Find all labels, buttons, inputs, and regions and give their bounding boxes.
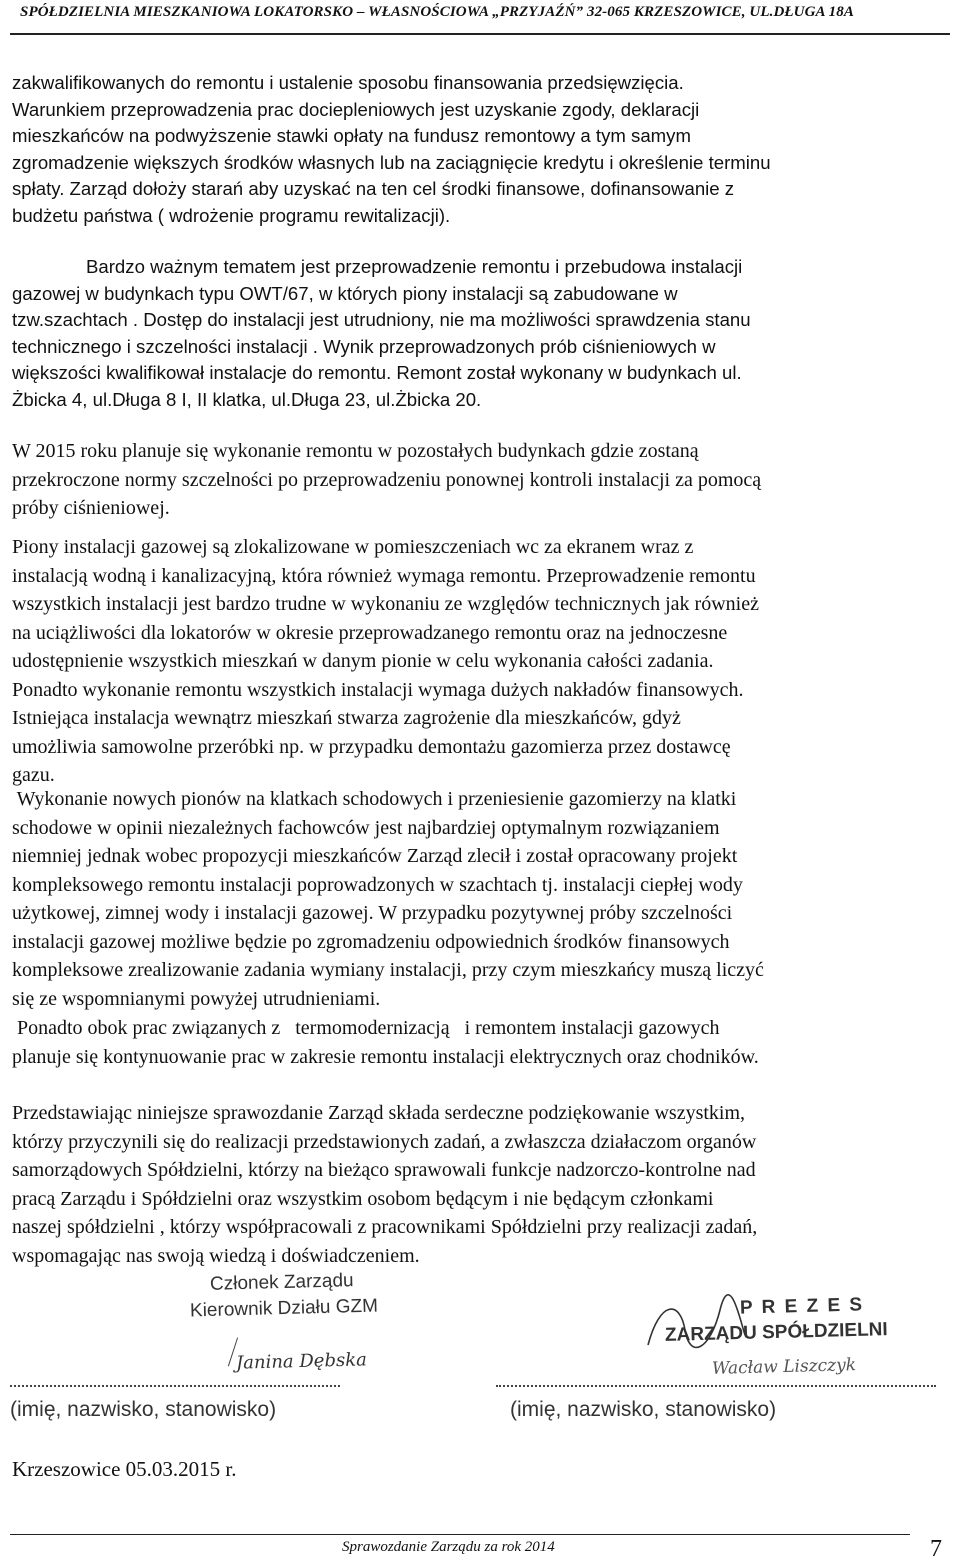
footer-title: Sprawozdanie Zarządu za rok 2014 [342, 1539, 555, 1555]
stamp-name: Janina Dębska [235, 1349, 368, 1374]
text-line: Ponadto obok prac związanych z termomodernizacją i remontem instalacji gazowych [12, 1017, 720, 1039]
text-line: Wykonanie nowych pionów na klatkach schodowych i przeniesienie gazomierzy na klatki [12, 788, 737, 810]
text-line: gazu. [12, 764, 55, 786]
text-line: Żbicka 4, ul.Długa 8 I, II klatka, ul.Długa 23, ul.Żbicka 20. [12, 388, 482, 410]
text-line: spłaty. Zarząd dołoży starań aby uzyskać na ten cel środki finansowe, dofinansowanie z [12, 178, 735, 199]
text-line: przekroczone normy szczelności po przeprowadzeniu ponownej kontroli instalacji za pomocą [12, 468, 762, 491]
page-number: 7 [930, 1536, 942, 1560]
paragraph-gas-installation [12, 254, 948, 413]
header-title: SPÓŁDZIELNIA MIESZKANIOWA LOKATORSKO – WŁASNOŚCIOWA „PRZYJAŹŃ” 32-065 KRZESZOWICE, UL.DŁUGA 18A [20, 4, 854, 20]
text-line: naszej spółdzielni , którzy współpracowali z pracownikami Spółdzielni przy realizacji zadań, [12, 1216, 758, 1238]
text-line: gazowej w budynkach typu OWT/67, w których piony instalacji są zabudowane w [12, 282, 678, 304]
text-line: tzw.szachtach . Dostęp do instalacji jest utrudniony, nie ma możliwości sprawdzenia stanu [12, 309, 751, 330]
text-line: zakwalifikowanych do remontu i ustalenie sposobu finansowania przedsięwzięcia. [12, 72, 684, 93]
text-line: kompleksowego remontu instalacji poprowadzonych w szachtach tj. instalacji ciepłej wody [12, 873, 743, 896]
text-line: W 2015 roku planuje się wykonanie remontu w pozostałych budynkach gdzie zostaną [12, 440, 699, 462]
text-line: wszystkich instalacji jest bardzo trudne w wykonaniu ze względów technicznych jak również [12, 593, 759, 615]
text-line: na uciążliwości dla lokatorów w okresie przeprowadzanego remontu oraz na jednoczesne [12, 621, 728, 644]
text-line: mieszkańców na podwyższenie stawki opłaty na fundusz remontowy a tym samym [12, 125, 691, 146]
text-line: wspomagając nas swoją wiedzą i doświadczeniem. [12, 1244, 420, 1267]
signature-caption: (imię, nazwisko, stanowisko) [510, 1398, 777, 1421]
signature-dotted-line [496, 1385, 936, 1387]
text-line: instalacji gazowej możliwe będzie po zgromadzeniu odpowiednich środków finansowych [12, 930, 730, 953]
paragraph-plan-2015 [12, 437, 948, 523]
text-line: się ze wspomnianymi powyżej utrudnieniami. [12, 987, 381, 1010]
text-line: próby ciśnieniowej. [12, 497, 170, 519]
paragraph-financing [12, 70, 948, 229]
text-line: Przedstawiając niniejsze sprawozdanie Zarząd składa serdeczne podziękowanie wszystkim, [12, 1102, 746, 1124]
text-line: umożliwia samowolne przeróbki np. w przypadku demontażu gazomierza przez dostawcę [12, 735, 731, 758]
text-line: Istniejąca instalacja wewnątrz mieszkań stwarza zagrożenie dla mieszkańców, gdyż [12, 707, 681, 729]
text-line: użytkowej, zimnej wody i instalacji gazowej. W przypadku pozytywnej próby szczelności [12, 902, 733, 924]
text-line: Bardzo ważnym tematem jest przeprowadzenie remontu i przebudowa instalacji [86, 256, 743, 277]
text-line: pracą Zarządu i Spółdzielni oraz wszystkim osobom będącym i nie będącym członkami [12, 1187, 714, 1210]
text-line: Warunkiem przeprowadzenia prac dociepleniowych jest uzyskanie zgody, deklaracji [12, 98, 700, 120]
text-line: instalacją wodną i kanalizacyjną, która również wymaga remontu. Przeprowadzenie remontu [12, 564, 756, 587]
paragraph-thanks [12, 1099, 948, 1270]
text-line: zgromadzenie większych środków własnych lub na zaciągnięcie kredytu i określenie terminu [12, 151, 771, 173]
text-line: udostępnienie wszystkich mieszkań w danym pionie w celu wykonania całości zadania. [12, 650, 714, 672]
text-line: kompleksowe zrealizowanie zadania wymiany instalacji, przy czym mieszkańcy muszą liczyć [12, 959, 764, 981]
place-and-date: Krzeszowice 05.03.2015 r. [12, 1457, 237, 1481]
text-line: schodowe w opinii niezależnych fachowców jest najbardziej optymalnym rozwiązaniem [12, 816, 720, 839]
text-line: samorządowych Spółdzielni, którzy na bieżąco sprawowali funkcje nadzorczo-kontrolne nad [12, 1159, 756, 1181]
text-line: większości kwalifikował instalacje do remontu. Remont został wykonany w budynkach ul. [12, 362, 742, 383]
signature-caption: (imię, nazwisko, stanowisko) [10, 1398, 277, 1421]
text-line: technicznego i szczelności instalacji . Wynik przeprowadzonych prób ciśnieniowych w [12, 335, 716, 357]
text-line: którzy przyczynili się do realizacji przedstawionych zadań, a zwłaszcza działaczom organów [12, 1130, 757, 1153]
text-line: Piony instalacji gazowej są zlokalizowane w pomieszczeniach wc za ekranem wraz z [12, 536, 694, 558]
paragraph-gas-risers [12, 533, 948, 790]
stamp-line: P R E Z E S [739, 1294, 865, 1319]
text-line: planuje się kontynuowanie prac w zakresie remontu instalacji elektrycznych oraz chodników. [12, 1045, 759, 1068]
paragraph-new-risers [12, 785, 948, 1013]
text-line: Ponadto wykonanie remontu wszystkich instalacji wymaga dużych nakładów finansowych. [12, 678, 744, 701]
text-line: budżetu państwa ( wdrożenie programu rewitalizacji). [12, 204, 451, 226]
stamp-name: Wacław Liszczyk [711, 1355, 857, 1379]
stamp-line: Członek Zarządu [209, 1270, 354, 1295]
signature-scribble [640, 1290, 750, 1360]
page-header [10, 0, 950, 35]
text-line: niemniej jednak wobec propozycji mieszkańców Zarząd zlecił i został opracowany projekt [12, 845, 738, 867]
stamp-line: Kierownik Działu GZM [189, 1295, 379, 1322]
paragraph-other-works [12, 1014, 948, 1071]
signature-dotted-line [10, 1385, 340, 1387]
stamp-line: ZARZĄDU SPÓŁDZIELNI [664, 1319, 888, 1346]
footer-rule [10, 1534, 910, 1535]
